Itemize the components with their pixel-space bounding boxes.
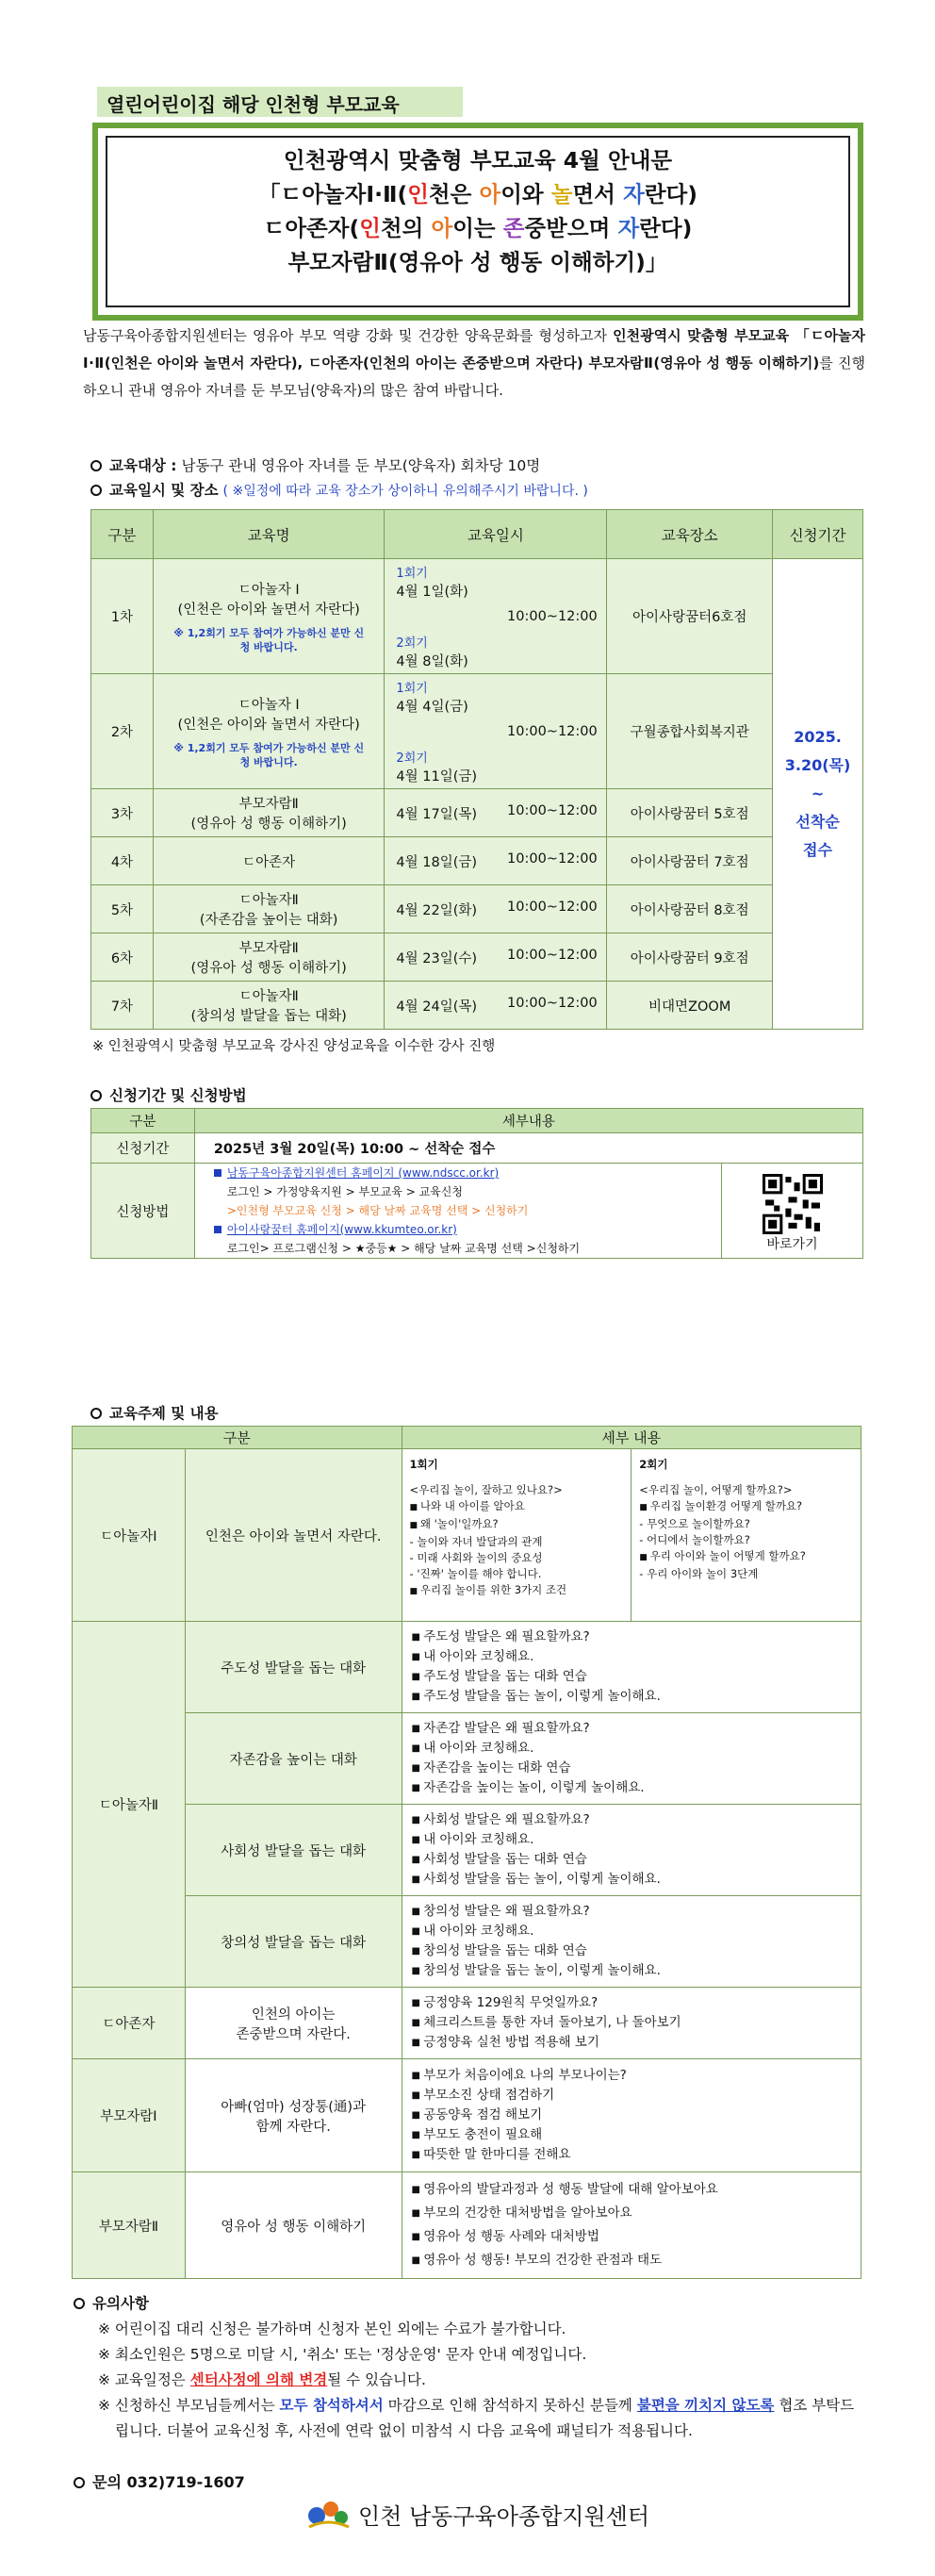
t2-nol: 놀 [550, 181, 573, 207]
note-emphasis: 센터사정에 의해 변경 [189, 2371, 328, 2388]
t3-ah: 아 [431, 215, 453, 241]
shortcut-label[interactable]: 바로가기 [766, 1237, 818, 1252]
row-no: 7차 [91, 982, 154, 1030]
intro-p1: 남동구육아종합지원센터는 영유아 부모 역량 강화 및 건강한 양육문화를 형성하고자 [83, 327, 614, 344]
row-no: 3차 [91, 789, 154, 837]
t2-pre: 「ㄷ아놀자Ⅰ·Ⅱ( [258, 181, 408, 207]
apply-period-cell [773, 559, 863, 1030]
list-item: ■ 사회성 발달을 돕는 놀이, 이렇게 놀이해요. [412, 1870, 851, 1890]
link-line [195, 1220, 721, 1239]
title-box [92, 123, 863, 321]
name-sub: (창의성 발달을 돕는 대화) [190, 1009, 347, 1024]
topic-title [185, 1988, 402, 2059]
schedule-header-row [91, 510, 863, 559]
center-logo-text: 인천 남동구육아종합지원센터 [358, 2502, 650, 2530]
row-time: 10:00~12:00 [507, 723, 598, 739]
col-header: 구분 [73, 1427, 402, 1449]
topic-detail [402, 1713, 861, 1805]
title-line-4: 부모자람Ⅱ(영유아 성 행동 이해하기)」 [287, 249, 668, 275]
row-no: 1차 [91, 559, 154, 674]
row-time: 10:00~12:00 [507, 995, 598, 1011]
topic-title: 창의성 발달을 돕는 대화 [185, 1896, 402, 1988]
row-name [153, 885, 385, 933]
circle-bullet-icon [90, 460, 102, 471]
table-row [91, 789, 863, 837]
qr-code-icon[interactable] [763, 1174, 823, 1234]
topic-title-line: 함께 자란다. [255, 2119, 331, 2135]
list-item: ■ 창의성 발달은 왜 필요할까요? [412, 1902, 851, 1922]
name-sub: (영유아 성 행동 이해하기) [190, 961, 347, 976]
table-row [91, 559, 863, 674]
t2-ah: 아 [479, 181, 501, 207]
session-date: 4월 4일(금) [396, 699, 468, 715]
link-line [195, 1164, 721, 1182]
list-subitem: - 어디에서 놀이할까요? [639, 1532, 853, 1548]
t3-jon: 존 [502, 215, 525, 241]
t2-ja: 자 [623, 181, 645, 207]
title-line-3 [107, 211, 848, 245]
row-place: 아이사랑꿈터6호점 [607, 559, 773, 674]
list-item: ■ 우리 아이와 놀이 어떻게 할까요? [639, 1548, 853, 1566]
note-text: 협조 부탁드립니다. 더불어 교육신청 후, 사전에 연락 없이 미참석 시 다음 교육에 패널티가 적용됩니다. [115, 2397, 855, 2439]
topic-detail [402, 1622, 861, 1713]
banner: 열린어린이집 해당 인천형 부모교육 [97, 87, 463, 117]
topic-detail [402, 1449, 861, 1622]
list-item: ■ 부모가 처음이에요 나의 부모나이는? [412, 2066, 851, 2086]
table-row [91, 982, 863, 1030]
row-name [153, 837, 385, 885]
list-item: ■ 영유아의 발달과정과 성 행동 발달에 대해 알아보아요 [412, 2178, 851, 2202]
session-label: 1회기 [409, 1458, 438, 1471]
title-line-2 [107, 177, 848, 211]
apply-header-row [91, 1109, 863, 1133]
target-line [90, 454, 540, 475]
list-item: ■ 내 아이와 코칭해요. [412, 1647, 851, 1667]
row-time: 10:00~12:00 [507, 899, 598, 915]
row-place: 아이사랑꿈터 9호점 [607, 933, 773, 982]
row-name [153, 933, 385, 982]
list-item: ■ 공동양육 점검 해보기 [412, 2105, 851, 2125]
t2-b: 이와 [500, 181, 551, 207]
circle-bullet-icon [90, 1090, 102, 1101]
row-note: ※ 1,2회기 모두 참여가 가능하신 분만 신청 바랍니다. [173, 741, 365, 768]
t2-c: 면서 [572, 181, 624, 207]
list-item: ■ 긍정양육 실천 방법 적용해 보기 [412, 2033, 851, 2053]
qr-cell[interactable] [722, 1164, 863, 1259]
title-inner [106, 136, 850, 307]
session-columns [402, 1449, 861, 1621]
row-date [385, 789, 607, 837]
row-name [153, 674, 385, 789]
topic-heading-text: 교육주제 및 내용 [109, 1405, 219, 1422]
notes-heading-text: 유의사항 [92, 2295, 149, 2312]
target-value: 남동구 관내 영유아 자녀를 둔 부모(양육자) 회차당 10명 [181, 457, 541, 474]
row-no: 4차 [91, 837, 154, 885]
list-item: ■ 자존감을 높이는 놀이, 이렇게 놀이해요. [412, 1778, 851, 1798]
row-date-text: 4월 24일(목) [396, 999, 478, 1015]
col-header: 구분 [91, 510, 154, 559]
table-row [73, 1896, 861, 1988]
list-item: ■ 왜 '놀이'일까요? [410, 1516, 624, 1534]
row-date-text: 4월 22일(화) [396, 902, 478, 918]
circle-bullet-icon [74, 2298, 85, 2309]
period-label: 신청기간 [91, 1133, 195, 1164]
t2-d: 란다) [644, 181, 697, 207]
table-row [73, 1713, 861, 1805]
apply-heading [90, 1084, 247, 1105]
t3-c: 중받으며 [524, 215, 618, 241]
topic-table [72, 1426, 861, 2279]
apply-table [90, 1108, 863, 1259]
session-question: <우리집 놀이, 어떻게 할까요?> [639, 1483, 793, 1496]
link-path: 로그인> 프로그램신청 > ★중등★ > 해당 날짜 교육명 선택 >신청하기 [226, 1242, 581, 1255]
category-label: 부모자람Ⅱ [73, 2172, 186, 2279]
t3-in: 인 [359, 215, 381, 241]
topic-title-line: 존중받으며 자란다. [236, 2026, 351, 2042]
topic-detail [402, 1988, 861, 2059]
table-row [73, 2172, 861, 2279]
name-sub: (인천은 아이와 놀면서 자란다) [177, 602, 360, 618]
list-item: ■ 따뜻한 말 한마디를 전해요 [412, 2145, 851, 2165]
topic-title [185, 2059, 402, 2172]
target-label: 교육대상 : [109, 457, 177, 474]
row-date [385, 885, 607, 933]
note-emphasis: 모두 참석하셔서 [279, 2397, 384, 2414]
row-no: 6차 [91, 933, 154, 982]
kkumteo-link[interactable]: 아이사랑꿈터 홈페이지(www.kkumteo.or.kr) [226, 1223, 457, 1236]
list-item: ■ 나와 내 아이를 알아요 [410, 1498, 624, 1516]
topic-title: 영유아 성 행동 이해하기 [185, 2172, 402, 2279]
t3-b: 이는 [452, 215, 503, 241]
link-path: >인천형 부모교육 신청 > 해당 날짜 교육명 선택 > 신청하기 [226, 1204, 529, 1217]
session-1 [402, 1449, 632, 1621]
table-row [73, 1622, 861, 1713]
row-date [385, 559, 607, 674]
list-subitem: - 미래 사회와 놀이의 중요성 [410, 1550, 624, 1566]
name-main: 부모자람Ⅱ [238, 797, 299, 812]
note-text: ※ 신청하신 부모님들께서는 [98, 2397, 280, 2414]
row-time: 10:00~12:00 [507, 802, 598, 818]
col-header: 세부 내용 [402, 1427, 861, 1449]
note-item: ※ 최소인원은 5명으로 미달 시, '취소' 또는 '정상운영' 문자 안내 예정입니다. [98, 2346, 587, 2363]
topic-title: 인천은 아이와 놀면서 자란다. [185, 1449, 402, 1622]
list-item: ■ 체크리스트를 통한 자녀 돌아보기, 나 돌아보기 [412, 2013, 851, 2033]
row-name [153, 559, 385, 674]
circle-bullet-icon [90, 1408, 102, 1419]
row-date-text: 4월 18일(금) [396, 854, 478, 870]
name-sub: (영유아 성 행동 이해하기) [190, 817, 347, 832]
list-item: ■ 사회성 발달은 왜 필요할까요? [412, 1810, 851, 1830]
topic-title-line: 아빠(엄마) 성장통(通)과 [221, 2099, 367, 2115]
session-2 [631, 1449, 861, 1621]
list-item: ■ 주도성 발달을 돕는 대화 연습 [412, 1667, 851, 1687]
list-item: ■ 부모소진 상태 점검하기 [412, 2086, 851, 2105]
row-date [385, 933, 607, 982]
period-line: ~ [811, 784, 825, 802]
category-label: ㄷ아놀자Ⅰ [73, 1449, 186, 1622]
row-place: 아이사랑꿈터 7호점 [607, 837, 773, 885]
t3-a: 천의 [380, 215, 432, 241]
session-date: 4월 1일(화) [396, 584, 468, 600]
circle-bullet-icon [74, 2477, 85, 2488]
category-label: ㄷ아존자 [73, 1988, 186, 2059]
col-header: 교육일시 [385, 510, 607, 559]
list-item: ■ 우리집 놀이를 위한 3가지 조건 [410, 1582, 624, 1600]
name-main: ㄷ아놀자Ⅱ [238, 893, 299, 908]
session-label: 2회기 [396, 636, 428, 651]
list-subitem: - 놀이와 자녀 발달과의 관계 [410, 1534, 624, 1550]
row-time: 10:00~12:00 [507, 850, 598, 867]
list-item: ■ 부모의 건강한 대처방법을 알아보아요 [412, 2202, 851, 2225]
list-item: ■ 자존감 발달은 왜 필요할까요? [412, 1719, 851, 1739]
row-date [385, 982, 607, 1030]
session-label: 2회기 [639, 1458, 668, 1471]
list-item: ■ 부모도 충전이 필요해 [412, 2125, 851, 2145]
notes-section [74, 2291, 865, 2444]
row-date [385, 674, 607, 789]
name-sub: (자존감을 높이는 대화) [199, 913, 338, 928]
link-path: 로그인 > 가정양육지원 > 부모교육 > 교육신청 [226, 1185, 463, 1198]
list-item: ■ 영유아 성 행동 사례와 대처방법 [412, 2225, 851, 2249]
t3-ja: 자 [617, 215, 640, 241]
row-name [153, 982, 385, 1030]
col-header: 교육명 [153, 510, 385, 559]
schedule-label: 교육일시 및 장소 [109, 482, 219, 499]
name-main: ㄷ아존자 [242, 854, 296, 870]
row-place: 아이사랑꿈터 8호점 [607, 885, 773, 933]
topic-title: 사회성 발달을 돕는 대화 [185, 1805, 402, 1896]
method-detail [194, 1164, 721, 1259]
session-label: 1회기 [396, 566, 428, 581]
square-bullet-icon [214, 1226, 221, 1233]
notes-heading [74, 2291, 865, 2317]
row-no: 2차 [91, 674, 154, 789]
list-item: ■ 내 아이와 코칭해요. [412, 1739, 851, 1759]
t2-a: 천은 [428, 181, 480, 207]
topic-detail [402, 1805, 861, 1896]
list-subitem: - 우리 아이와 놀이 3단계 [639, 1566, 853, 1582]
ndscc-link[interactable]: 남동구육아종합지원센터 홈페이지 (www.ndscc.or.kr) [226, 1166, 500, 1180]
row-time: 10:00~12:00 [507, 608, 598, 624]
name-main: ㄷ아놀자Ⅱ [238, 989, 299, 1004]
table-row [91, 837, 863, 885]
intro-p2: 를 진행하오니 관내 영유아 자녀를 둔 부모님(양육자)의 많은 참여 바랍니다. [83, 355, 865, 399]
list-item: ■ 자존감을 높이는 대화 연습 [412, 1759, 851, 1778]
list-item: ■ 내 아이와 코칭해요. [412, 1830, 851, 1850]
name-main: ㄷ아놀자 Ⅰ [238, 582, 300, 598]
table-row [91, 885, 863, 933]
name-main: ㄷ아놀자 Ⅰ [238, 697, 300, 713]
list-item: ■ 영유아 성 행동! 부모의 건강한 관점과 태도 [412, 2249, 851, 2272]
row-no: 5차 [91, 885, 154, 933]
topic-detail [402, 1896, 861, 1988]
title-line-1: 인천광역시 맞춤형 부모교육 4월 안내문 [283, 147, 673, 173]
row-time: 10:00~12:00 [507, 947, 598, 963]
row-date [385, 837, 607, 885]
t3-d: 란다) [639, 215, 693, 241]
note-text: ※ 교육일정은 [98, 2371, 190, 2388]
method-label: 신청방법 [91, 1164, 195, 1259]
note-emphasis: 불편을 끼치지 않도록 [636, 2397, 775, 2414]
topic-detail [402, 2172, 861, 2279]
name-main: 부모자람Ⅱ [238, 941, 299, 956]
note-text: 될 수 있습니다. [327, 2371, 426, 2388]
list-item: ■ 창의성 발달을 돕는 놀이, 이렇게 놀이해요. [412, 1961, 851, 1981]
row-name [153, 789, 385, 837]
topic-title: 주도성 발달을 돕는 대화 [185, 1622, 402, 1713]
center-logo [305, 2497, 649, 2531]
name-sub: (인천은 아이와 놀면서 자란다) [177, 717, 360, 733]
contact-text: 문의 032)719-1607 [92, 2473, 245, 2491]
topic-header-row [73, 1427, 861, 1449]
period-value: 2025년 3월 20일(목) 10:00 ~ 선착순 접수 [194, 1133, 862, 1164]
list-item: ■ 주도성 발달을 돕는 놀이, 이렇게 놀이해요. [412, 1687, 851, 1707]
col-header: 세부내용 [194, 1109, 862, 1133]
schedule-heading [90, 479, 588, 500]
topic-title: 자존감을 높이는 대화 [185, 1713, 402, 1805]
col-header: 신청기간 [773, 510, 863, 559]
table-row [91, 674, 863, 789]
session-date: 4월 8일(화) [396, 653, 468, 669]
intro-paragraph [83, 322, 865, 405]
row-date-text: 4월 23일(수) [396, 950, 478, 966]
list-subitem: - '진짜' 놀이를 해야 합니다. [410, 1566, 624, 1582]
period-line: 2025. [794, 728, 842, 746]
t2-in: 인 [407, 181, 429, 207]
apply-heading-text: 신청기간 및 신청방법 [109, 1087, 247, 1104]
topic-detail [402, 2059, 861, 2172]
list-item: ■ 사회성 발달을 돕는 대화 연습 [412, 1850, 851, 1870]
period-line: 3.20(목) [784, 756, 851, 774]
session-question: <우리집 놀이, 잘하고 있나요?> [409, 1483, 563, 1496]
contact-line [74, 2470, 245, 2492]
topic-title-line: 인천의 아이는 [251, 2006, 336, 2023]
schedule-footnote: ※ 인천광역시 맞춤형 부모교육 강사진 양성교육을 이수한 강사 진행 [92, 1039, 496, 1054]
table-row [73, 1449, 861, 1622]
row-place: 구월종합사회복지관 [607, 674, 773, 789]
session-label: 2회기 [396, 751, 428, 766]
col-header: 교육장소 [607, 510, 773, 559]
note-text: 마감으로 인해 참석하지 못하신 분들께 [383, 2397, 637, 2414]
row-place: 아이사랑꿈터 5호점 [607, 789, 773, 837]
note-item: ※ 어린이집 대리 신청은 불가하며 신청자 본인 외에는 수료가 불가합니다. [98, 2320, 566, 2337]
period-line: 접수 [803, 841, 832, 859]
t3-pre: ㄷ아존자( [263, 215, 360, 241]
category-label: 부모자람Ⅰ [73, 2059, 186, 2172]
session-date: 4월 11일(금) [396, 768, 478, 784]
schedule-note: ( ※일정에 따라 교육 장소가 상이하니 유의해주시기 바랍니다. ) [222, 484, 588, 499]
schedule-table [90, 509, 863, 1030]
table-row [73, 1805, 861, 1896]
list-item: ■ 내 아이와 코칭해요. [412, 1922, 851, 1941]
center-logo-icon [305, 2497, 351, 2531]
list-item: ■ 창의성 발달을 돕는 대화 연습 [412, 1941, 851, 1961]
table-row [73, 1988, 861, 2059]
category-label: ㄷ아놀자Ⅱ [73, 1622, 186, 1988]
table-row [91, 1164, 863, 1259]
note-item [94, 2393, 865, 2444]
square-bullet-icon [214, 1169, 221, 1177]
col-header: 구분 [91, 1109, 195, 1133]
list-item: ■ 주도성 발달은 왜 필요할까요? [412, 1627, 851, 1647]
table-row [91, 933, 863, 982]
table-row [73, 2059, 861, 2172]
row-date-text: 4월 17일(목) [396, 806, 478, 822]
list-item: ■ 우리집 놀이환경 어떻게 할까요? [639, 1498, 853, 1516]
note-item [94, 2368, 865, 2393]
intro-bold: 인천광역시 맞춤형 부모교육 「ㄷ아놀자Ⅰ·Ⅱ(인천은 아이와 놀면서 자란다), ㄷ아존자(인천의 아이는 존중받으며 자란다) 부모자람Ⅱ(영유아 성 행동 이해하기) [83, 327, 865, 372]
circle-bullet-icon [90, 485, 102, 496]
row-place: 비대면ZOOM [607, 982, 773, 1030]
topic-heading [90, 1402, 219, 1423]
list-subitem: - 무엇으로 놀이할까요? [639, 1516, 853, 1532]
row-note: ※ 1,2회기 모두 참여가 가능하신 분만 신청 바랍니다. [173, 626, 365, 653]
session-label: 1회기 [396, 681, 428, 696]
period-line: 선착순 [796, 813, 840, 831]
table-row [91, 1133, 863, 1164]
list-item: ■ 긍정양육 129원칙 무엇일까요? [412, 1993, 851, 2013]
